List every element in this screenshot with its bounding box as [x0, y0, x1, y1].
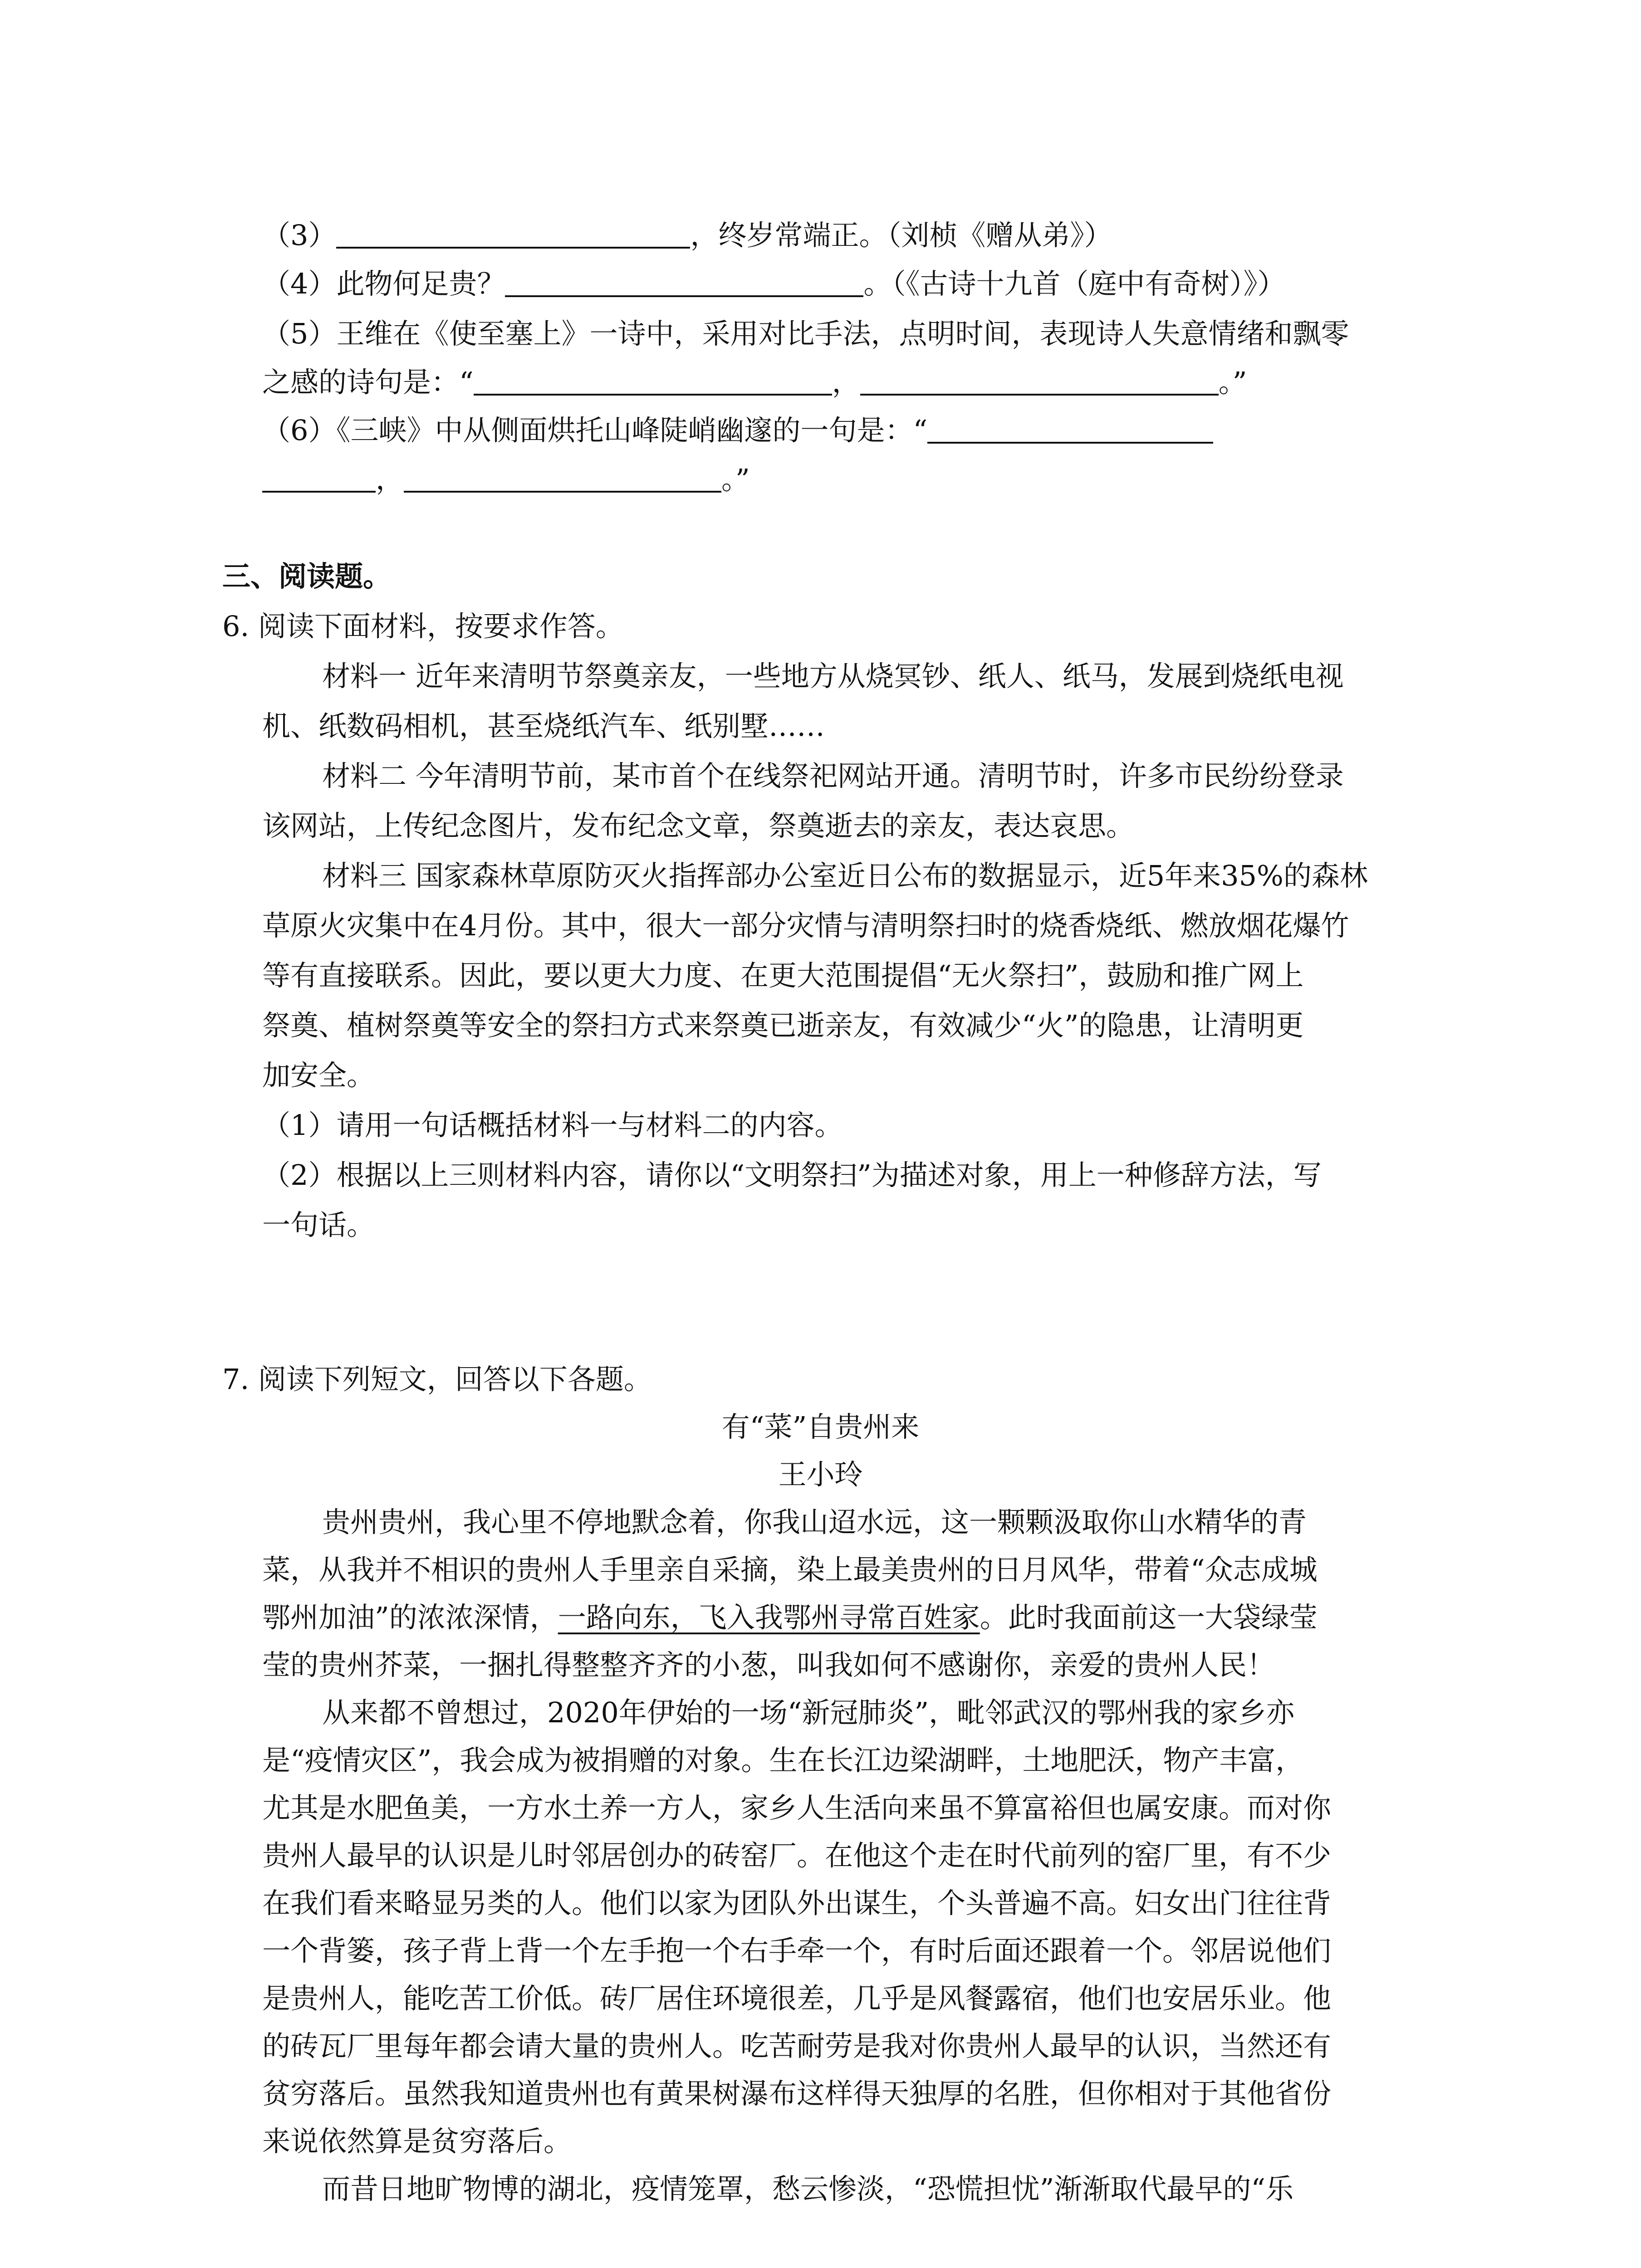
article-paragraph-line: 是“疫情灾区”，我会成为被捐赠的对象。生在长江边梁湖畔，土地肥沃，物产丰富，	[262, 1744, 1304, 1777]
q6-subquestion-1: （1）请用一句话概括材料一与材料二的内容。	[262, 1109, 843, 1142]
article-title: 有“菜”自贵州来	[721, 1410, 920, 1443]
section-title: 三、阅读题。	[222, 560, 392, 593]
article-author: 王小玲	[778, 1458, 863, 1491]
article-paragraph-line: 来说依然算是贫穷落后。	[262, 2125, 572, 2158]
fill-in-q4: （4）此物何足贵？ 。（《古诗十九首（庭中有奇树）》）	[262, 267, 1286, 300]
q6-line: 加安全。	[262, 1059, 375, 1092]
q6-line: 材料一 近年来清明节祭奠亲友，一些地方从烧冥钞、纸人、纸马，发展到烧纸电视	[322, 660, 1344, 693]
q6-line: 等有直接联系。因此，要以更大力度、在更大范围提倡“无火祭扫”，鼓励和推广网上	[262, 959, 1304, 992]
q6-line: 材料三 国家森林草原防灭火指挥部办公室近日公布的数据显示，近5年来35%的森林	[322, 859, 1368, 892]
answer-blank[interactable]	[474, 368, 832, 396]
q6-line: 祭奠、植树祭奠等安全的祭扫方式来祭奠已逝亲友，有效减少“火”的隐患，让清明更	[262, 1009, 1304, 1042]
q6-subquestion-2-cont: 一句话。	[262, 1208, 375, 1242]
answer-blank[interactable]	[262, 465, 376, 493]
article-paragraph-line: 贵州人最早的认识是儿时邻居创办的砖窑厂。在他这个走在时代前列的窑厂里，有不少	[262, 1839, 1332, 1872]
article-paragraph-line: 鄂州加油”的浓浓深情，一路向东，飞入我鄂州寻常百姓家。此时我面前这一大袋绿莹	[262, 1601, 1318, 1634]
article-paragraph-line: 是贵州人，能吃苦工价低。砖厂居住环境很差，几乎是风餐露宿，他们也安居乐业。他	[262, 1982, 1332, 2015]
question-7-title: 7. 阅读下列短文，回答以下各题。	[222, 1363, 652, 1396]
answer-blank[interactable]	[927, 416, 1213, 444]
fill-in-q5-line2: 之感的诗句是：“ ， 。”	[262, 366, 1247, 399]
q6-line: 材料二 今年清明节前，某市首个在线祭祀网站开通。清明节时，许多市民纷纷登录	[322, 759, 1344, 792]
answer-blank[interactable]	[404, 465, 721, 493]
article-paragraph-line: 从来都不曾想过，2020年伊始的一场“新冠肺炎”，毗邻武汉的鄂州我的家乡亦	[322, 1696, 1295, 1729]
article-paragraph-line: 尤其是水肥鱼美，一方水土养一方人，家乡人生活向来虽不算富裕但也属安康。而对你	[262, 1791, 1332, 1824]
fill-in-q5-line1: （5）王维在《使至塞上》一诗中，采用对比手法，点明时间，表现诗人失意情绪和飘零	[262, 317, 1349, 350]
fill-in-q3: （3） ，终岁常端正。（刘桢《赠从弟》）	[262, 219, 1112, 252]
answer-blank[interactable]	[505, 270, 863, 297]
q6-line: 机、纸数码相机，甚至烧纸汽车、纸别墅……	[262, 709, 825, 743]
article-paragraph-line: 菜，从我并不相识的贵州人手里亲自采摘，染上最美贵州的日月风华，带着“众志成城	[262, 1553, 1318, 1586]
q6-line: 草原火灾集中在4月份。其中，很大一部分灾情与清明祭扫时的烧香烧纸、燃放烟花爆竹	[262, 909, 1349, 942]
fill-in-q6-line2: ， 。”	[262, 465, 750, 494]
article-paragraph-line: 而昔日地旷物博的湖北，疫情笼罩，愁云惨淡，“恐慌担忧”渐渐取代最早的“乐	[322, 2172, 1294, 2205]
fill-in-q6-line1: （6）《三峡》中从侧面烘托山峰陡峭幽邃的一句是：“	[262, 416, 1213, 445]
question-6-title: 6. 阅读下面材料，按要求作答。	[222, 610, 624, 643]
q6-subquestion-2: （2）根据以上三则材料内容，请你以“文明祭扫”为描述对象，用上一种修辞方法，写	[262, 1158, 1322, 1192]
article-paragraph-line: 在我们看来略显另类的人。他们以家为团队外出谋生，个头普遍不高。妇女出门往往背	[262, 1887, 1332, 1920]
article-paragraph-line: 贵州贵州，我心里不停地默念着，你我山迢水远，这一颗颗汲取你山水精华的青	[322, 1505, 1307, 1539]
article-paragraph-line: 的砖瓦厂里每年都会请大量的贵州人。吃苦耐劳是我对你贵州人最早的认识，当然还有	[262, 2029, 1332, 2063]
article-paragraph-line: 一个背篓，孩子背上背一个左手抱一个右手牵一个，有时后面还跟着一个。邻居说他们	[262, 1934, 1332, 1967]
answer-blank[interactable]	[860, 368, 1219, 396]
underlined-phrase: 一路向东，飞入我鄂州寻常百姓家	[558, 1601, 980, 1634]
article-paragraph-line: 莹的贵州芥菜，一捆扎得整整齐齐的小葱，叫我如何不感谢你，亲爱的贵州人民！	[262, 1648, 1275, 1681]
article-paragraph-line: 贫穷落后。虽然我知道贵州也有黄果树瀑布这样得天独厚的名胜，但你相对于其他省份	[262, 2077, 1332, 2110]
answer-blank[interactable]	[336, 221, 690, 249]
q6-line: 该网站，上传纪念图片，发布纪念文章，祭奠逝去的亲友，表达哀思。	[262, 809, 1135, 842]
